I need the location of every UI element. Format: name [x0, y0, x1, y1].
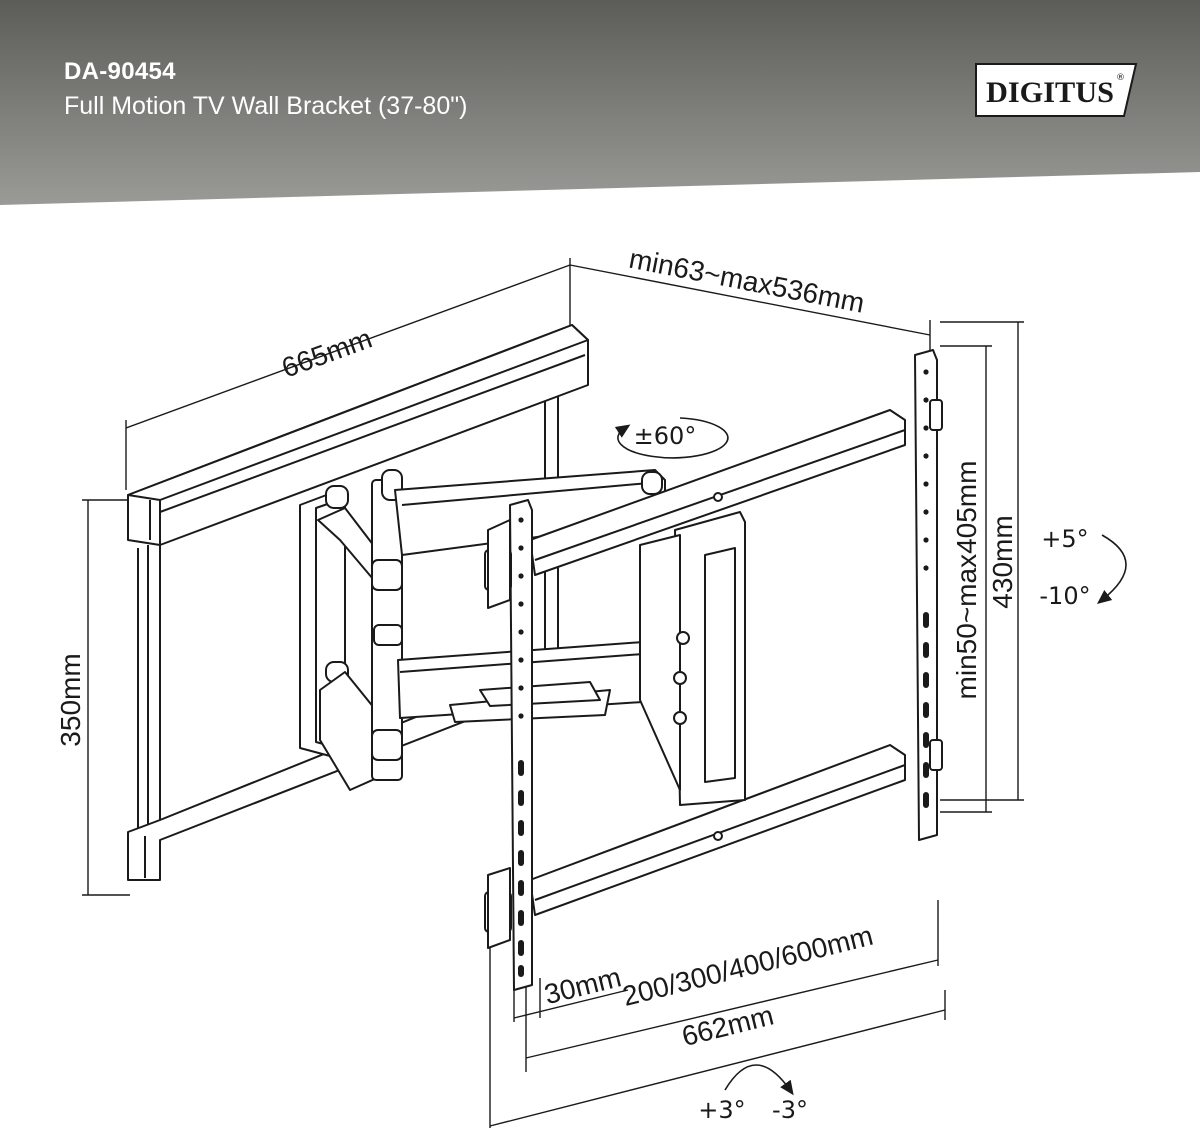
label-roll-plus: +3°: [698, 1096, 746, 1124]
label-arm-width: 30mm: [541, 961, 625, 1011]
label-bracket-height: 430mm: [987, 515, 1018, 609]
label-roll-minus: -3°: [772, 1096, 808, 1124]
svg-text:DIGITUS: DIGITUS: [986, 76, 1114, 109]
label-vesa-horizontal: 200/300/400/600mm: [619, 919, 877, 1012]
label-tilt-up: +5°: [1041, 525, 1089, 553]
svg-text:®: ®: [1116, 73, 1125, 83]
label-swivel: ±60°: [633, 422, 697, 450]
model-number: DA-90454: [64, 58, 176, 85]
label-bracket-width: 662mm: [678, 999, 777, 1053]
tilt-indicator: [1102, 535, 1126, 600]
label-vesa-vertical: min50~max405mm: [951, 460, 982, 700]
roll-indicator: [725, 1065, 790, 1090]
label-wall-plate-width: 665mm: [277, 322, 376, 384]
product-subtitle: Full Motion TV Wall Bracket (37-80"): [64, 92, 468, 120]
label-tilt-down: -10°: [1039, 582, 1091, 610]
label-depth-range: min63~max536mm: [626, 242, 868, 319]
label-wall-plate-height: 350mm: [55, 653, 86, 747]
